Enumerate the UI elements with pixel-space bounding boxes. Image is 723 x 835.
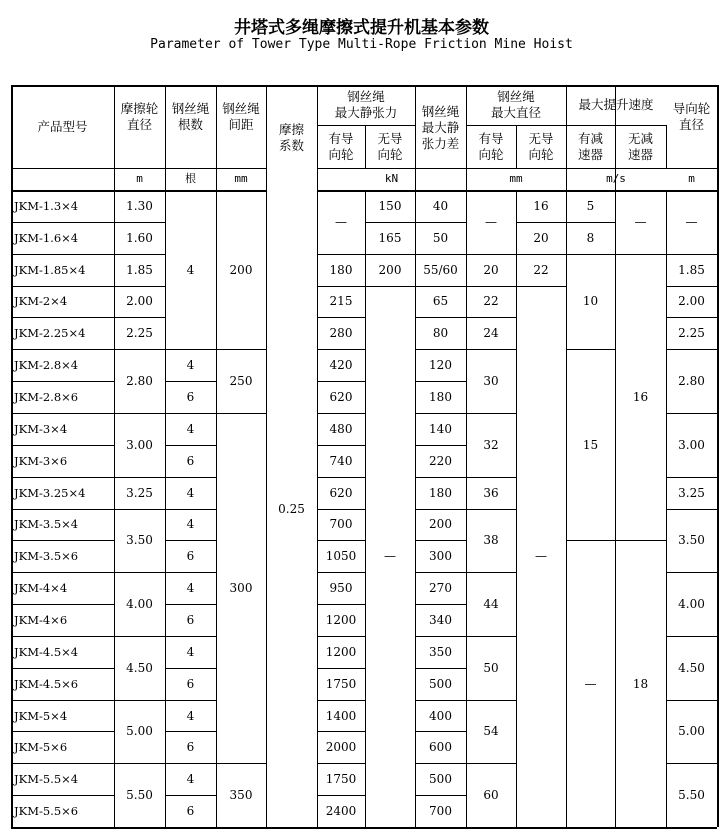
table-row-model: JKM-5×6 — [14, 740, 68, 755]
table-cell: 950 — [329, 581, 353, 596]
table-cell: 50 — [483, 660, 499, 675]
column-header-guide-wheel-diameter: 导向轮 直径 — [672, 100, 711, 132]
table-cell: 350 — [429, 644, 452, 659]
table-cell: 4 — [186, 485, 195, 500]
table-row-model: JKM-3×6 — [14, 453, 68, 468]
table-cell: 6 — [186, 612, 195, 627]
table-cell: 3.50 — [678, 533, 705, 548]
table-cell: 200 — [229, 262, 253, 277]
table-cell: 50 — [432, 230, 449, 245]
table-cell: 15 — [582, 437, 599, 452]
table-cell: 32 — [483, 437, 499, 452]
table-cell: 80 — [432, 326, 449, 341]
table-cell: 3.00 — [678, 437, 705, 452]
table-cell: 4.50 — [126, 660, 153, 675]
table-cell: 300 — [429, 549, 452, 564]
table-cell: 250 — [229, 374, 253, 389]
table-cell: 2.80 — [126, 374, 153, 389]
table-cell: 18 — [632, 676, 649, 691]
table-cell: 740 — [329, 453, 353, 468]
grid-line — [466, 190, 467, 827]
unit-rope-spacing: mm — [234, 172, 248, 185]
table-cell: 16 — [533, 198, 549, 213]
table-cell: 60 — [483, 788, 499, 803]
table-cell: 1750 — [325, 676, 357, 691]
table-cell: 6 — [186, 804, 195, 819]
table-cell: 620 — [329, 485, 353, 500]
table-cell: 2.25 — [126, 326, 153, 341]
table-cell: 40 — [432, 198, 449, 213]
grid-line — [415, 190, 416, 827]
column-header-model: 产品型号 — [37, 118, 88, 134]
column-header-max-hoisting-speed: 最大提升速度 — [578, 97, 654, 112]
column-header-max-static-tension: 钢丝绳 最大静张力 — [334, 89, 398, 120]
table-cell: 1050 — [325, 549, 357, 564]
table-row-model: JKM-5.5×4 — [14, 772, 79, 787]
table-cell: 1.85 — [126, 262, 153, 277]
table-cell: 2.80 — [678, 374, 705, 389]
grid-line — [11, 827, 717, 829]
table-cell: 200 — [378, 262, 402, 277]
table-row-model: JKM-3.5×6 — [14, 549, 79, 564]
table-cell: 700 — [329, 517, 353, 532]
table-cell: 1.30 — [126, 198, 153, 213]
table-cell: 4 — [186, 772, 195, 787]
table-cell: 5 — [586, 198, 595, 213]
table-cell: 4 — [186, 708, 195, 723]
unit-speed: m/s — [606, 172, 626, 185]
table-cell: 270 — [429, 581, 452, 596]
table-row-model: JKM-2.8×6 — [14, 390, 79, 405]
column-header-max-rope-diameter: 钢丝绳 最大直径 — [490, 89, 541, 120]
table-cell: 220 — [429, 453, 452, 468]
table-cell: 215 — [329, 294, 353, 309]
table-cell: — — [634, 214, 647, 229]
table-cell: 55/60 — [423, 262, 458, 277]
grid-line — [216, 190, 217, 827]
table-cell: 5.50 — [126, 788, 153, 803]
table-cell: 150 — [378, 198, 402, 213]
grid-line — [114, 190, 115, 827]
unit-drum-diameter: m — [136, 172, 143, 185]
table-cell: 20 — [533, 230, 549, 245]
table-cell: 1200 — [325, 644, 357, 659]
title-english: Parameter of Tower Type Multi-Rope Friction Mine Hoist — [150, 37, 573, 52]
table-cell: 5.50 — [678, 788, 705, 803]
table-cell: 20 — [483, 262, 499, 277]
table-cell: 4.00 — [126, 597, 153, 612]
column-header-speed-with-reducer: 有减 速器 — [577, 130, 603, 162]
table-cell: 400 — [429, 708, 452, 723]
column-header-max-static-tension-difference: 钢丝绳 最大静 张力差 — [421, 103, 460, 151]
table-row-model: JKM-1.6×4 — [14, 230, 79, 245]
table-cell: 4 — [186, 421, 195, 436]
table-row-model: JKM-1.3×4 — [14, 198, 79, 213]
table-cell: 200 — [429, 517, 452, 532]
table-cell: 1750 — [325, 772, 357, 787]
table-cell: 6 — [186, 390, 195, 405]
table-cell: 620 — [329, 390, 353, 405]
table-cell: 1200 — [325, 612, 357, 627]
table-cell: 1400 — [325, 708, 357, 723]
unit-tension: kN — [384, 172, 399, 185]
column-header-rope-count: 钢丝绳 根数 — [171, 100, 210, 132]
table-cell: 120 — [429, 358, 452, 373]
table-cell: 4.50 — [678, 660, 705, 675]
table-cell: 2.00 — [678, 294, 705, 309]
unit-rope-count: 根 — [185, 172, 196, 185]
column-header-rope-spacing: 钢丝绳 间距 — [222, 100, 260, 132]
column-header-tension-with-guide: 有导 向轮 — [328, 130, 354, 162]
table-cell: 36 — [483, 485, 499, 500]
table-row-model: JKM-5.5×6 — [14, 804, 79, 819]
table-row-model: JKM-2.8×4 — [14, 358, 79, 373]
table-cell: 350 — [229, 788, 253, 803]
column-header-diameter-without-guide: 无导 向轮 — [528, 130, 554, 162]
grid-line — [266, 190, 267, 827]
table-cell: — — [485, 214, 497, 229]
table-cell: 2.00 — [126, 294, 153, 309]
table-cell: 1.85 — [678, 262, 705, 277]
table-cell: 3.50 — [126, 533, 153, 548]
table-cell: 38 — [483, 533, 499, 548]
table-cell: 500 — [429, 772, 452, 787]
table-cell: 44 — [483, 597, 499, 612]
table-cell: 2000 — [325, 740, 357, 755]
table-cell: 5.00 — [678, 724, 705, 739]
column-header-speed-without-reducer: 无减 速器 — [627, 130, 653, 162]
column-header-drum-diameter: 摩擦轮 直径 — [120, 100, 159, 132]
table-cell: 54 — [483, 724, 499, 739]
table-row-model: JKM-3.5×4 — [14, 517, 79, 532]
grid-line — [317, 190, 318, 827]
table-cell: 16 — [632, 390, 649, 404]
table-cell: 6 — [186, 453, 195, 468]
table-row-model: JKM-4.5×4 — [14, 644, 79, 659]
table-row-model: JKM-2×4 — [14, 294, 68, 309]
table-cell: — — [335, 214, 347, 229]
grid-line — [165, 190, 166, 827]
table-cell: 3.00 — [126, 437, 153, 452]
table-cell: 165 — [378, 230, 402, 245]
table-cell: 4.00 — [678, 597, 705, 612]
table-cell: 5.00 — [126, 724, 153, 739]
table-row-model: JKM-1.85×4 — [14, 262, 86, 277]
table-cell: 180 — [329, 262, 353, 277]
column-header-friction-coefficient: 摩擦 系数 — [278, 121, 304, 153]
table-cell: 0.25 — [278, 501, 305, 516]
grid-line — [566, 190, 567, 827]
table-cell: — — [685, 214, 698, 229]
grid-line — [365, 190, 366, 827]
table-row-model: JKM-5×4 — [14, 708, 68, 723]
table-cell: 180 — [429, 485, 452, 500]
table-cell: 180 — [429, 390, 452, 405]
table-cell: 24 — [483, 326, 499, 341]
table-cell: — — [384, 549, 396, 564]
table-cell: — — [584, 676, 597, 691]
table-cell: 480 — [329, 421, 353, 436]
column-header-tension-without-guide: 无导 向轮 — [377, 130, 403, 162]
table-cell: 65 — [432, 294, 449, 309]
table-cell: 2.25 — [678, 326, 705, 341]
table-cell: 4 — [186, 644, 195, 659]
table-row-model: JKM-3.25×4 — [14, 485, 86, 500]
unit-guide-wheel-diameter: m — [688, 172, 695, 185]
table-cell: 4 — [186, 358, 195, 373]
grid-line — [666, 190, 667, 827]
table-cell: 30 — [483, 374, 499, 389]
table-cell: 3.25 — [126, 485, 153, 500]
table-row-model: JKM-3×4 — [14, 421, 68, 436]
table-cell: 2400 — [325, 804, 357, 819]
unit-rope-diameter: mm — [509, 172, 523, 185]
table-cell: 22 — [533, 262, 549, 277]
table-cell: 10 — [582, 294, 599, 309]
grid-line — [615, 190, 616, 827]
table-cell: 140 — [429, 421, 452, 436]
table-cell: 1.60 — [126, 230, 153, 245]
table-cell: 3.25 — [678, 485, 705, 500]
table-cell: 4 — [186, 517, 195, 532]
table-cell: 8 — [586, 230, 595, 245]
table-cell: 500 — [429, 676, 452, 691]
table-cell: 6 — [186, 740, 195, 755]
table-cell: 4 — [186, 581, 195, 596]
grid-line — [717, 85, 719, 827]
table-cell: 4 — [186, 262, 195, 277]
title-chinese: 井塔式多绳摩擦式提升机基本参数 — [234, 18, 489, 38]
table-cell: — — [535, 549, 547, 564]
table-cell: 22 — [483, 294, 499, 309]
table-cell: 600 — [429, 740, 452, 755]
table-cell: 340 — [429, 612, 452, 627]
grid-line — [516, 190, 517, 827]
table-cell: 6 — [186, 676, 195, 691]
table-row-model: JKM-4×6 — [14, 612, 68, 627]
table-cell: 6 — [186, 549, 195, 564]
table-row-model: JKM-2.25×4 — [14, 326, 86, 341]
table-cell: 420 — [329, 358, 353, 373]
table-cell: 300 — [229, 581, 253, 596]
grid-line — [11, 168, 114, 169]
column-header-diameter-with-guide: 有导 向轮 — [478, 130, 504, 162]
table-row-model: JKM-4×4 — [14, 581, 68, 596]
table-row-model: JKM-4.5×6 — [14, 676, 79, 691]
table-cell: 700 — [429, 804, 452, 819]
table-cell: 280 — [329, 326, 353, 341]
